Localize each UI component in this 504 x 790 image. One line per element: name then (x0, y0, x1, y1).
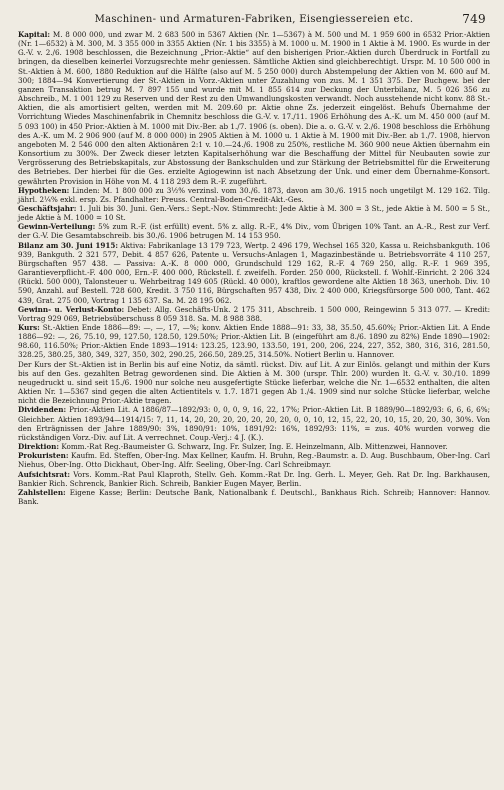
page-body (18, 30, 490, 506)
section-keyword: Geschäftsjahr: (18, 203, 77, 213)
paragraph-aufsichtsrat: Aufsichtsrat: Vors. Komm.-Rat Paul Klaproth, Stellv. Geh. Komm.-Rat Dr. Ing. Gerh. L. Meyer, Geh. Rat Dr. Ing. Barkhausen, Bankier Rich. Schrenck, Bankier Rich. Schreib, Bankier Eugen Mayer, Berlin. (18, 469, 490, 488)
paragraph-kurs-note: Der Kurs der St.-Aktien ist in Berlin bis auf eine Notiz, da sämtl. rückst. Div. auf Lit. A zur Einlös. gelangt und mithin der Kurs bis auf den Ges. gezahlten Betrag gewordenen sind. Die Aktien à M. 300 (urspr. Thlr. 200) wurden lt. G.-V. v. 30./10. 1899 neugedruckt u. sind seit 15./6. 1900 nur solche neu ausgefertigte Stücke lieferbar, welche die Nr. 1—6532 enthalten, die alten Aktien Nr. 1—5367 sind gegen die alten Actientitels v. 1.7. 1871 gegen Ab 1./4. 1909 sind nur solche Stücke lieferbar, welche nicht die Bezeichnung Prior.-Aktie tragen. (18, 359, 490, 406)
paragraph-gewinn-verlust: Gewinn- u. Verlust-Konto: Debet: Allg. Geschäfts-Unk. 2 175 311, Abschreib. 1 500 000, Reingewinn 5 313 077. — Kredit: Vortrag 929 069, Betriebsüberschuss 8 059 318. Sa. M. 8 988 388. (18, 304, 490, 323)
section-keyword: Gewinn-Verteilung: (18, 222, 96, 232)
paragraph-bilanz: Bilanz am 30. Juni 1915: Aktiva: Fabrikanlage 13 179 723, Wertp. 2 496 179, Wechsel 165 320, Kassa u. Reichsbankguth. 106 939, Bankguth. 2 321 577, Debit. 4 857 626, Patente u. Versuchs-Anlagen 1, Magazinbestände u. Betriebsvorräte 4 110 257, Bürgschaften 957 438. — Passiva: A.-K. 8 000 000, Grundschuld 129 162, R.-F. 4 769 250, allg. R.-F. 1 969 395, Garantieverpflicht.-F. 400 000, Ern.-F. 400 000, Rückstell. f. zweifelh. Forder. 250 000, Rückstell. f. Wohlf.-Einricht. 2 206 324 (Rückl. 500 000), Talonsteuer u. Wehrbeitrag 149 605 (Rückl. 40 000), kraftlos gewordene alte Aktien 18 363, unerhob. Div. 10 590, Anzahl. auf Bestell. 728 600, Kredit. 3 750 116, Bürgschaften 957 438, Div. 2 400 000, Kriegsfürsorge 500 000, Tant. 462 439, Grat. 275 000, Vortrag 1 135 637. Sa. M. 28 195 062. (18, 240, 490, 305)
section-keyword: Hypotheken: (18, 185, 70, 195)
paragraph-kurs: Kurs: St.-Aktien Ende 1886—89: —, —, 17, —%; konv. Aktien Ende 1888—91: 33, 38, 35.50, 45.60%; Prior.-Aktien Lit. A Ende 1886—92: —, 26, 75.10, 99, 127.50, 128.50, 129.50%; Prior.-Aktien Lit. B (eingeführt am 8./6. 1890 zu 82%) Ende 1890—1902: 98.60, 116.50%; Prior.-Aktien Ende 1893—1914: 123.25, 123.90, 133.50, 191, 200, 206, 224, 227, 352, 380, 316, 316, 281.50, 328.25, 380.25, 380, 349, 327, 350, 302, 290.25, 266.50, 289.25, 314.50%. Notiert Berlin u. Hannover. (18, 323, 490, 360)
paragraph-hypotheken: Hypotheken: Linden: M. 1 800 000 zu 3½% verzinsl. vom 30./6. 1873, davon am 30./6. 1915 noch ungetilgt M. 129 162. Tilg. jährl. 2¼% exkl. ersp. Zs. Pfandhalter: Preuss. Central-Boden-Credit-Akt.-Ges. (18, 185, 490, 204)
paragraph-gewinn-verteilung: Gewinn-Verteilung: 5% zum R.-F. (ist erfüllt) event. 5% z. allg. R.-F., 4% Div., vom Übrigen 10% Tant. an A.-R., Rest zur Verf. der G.-V. Die Gesamtabschreib. bis 30./6. 1906 betrugen M. 14 153 950. (18, 222, 490, 241)
paragraph-prokuristen: Prokuristen: Kaufm. Ed. Steffen, Ober-Ing. Max Kellner, Kaufm. H. Bruhn, Reg.-Baumstr. a. D. Aug. Buschbaum, Ober-Ing. Carl Niehus, Ober-Ing. Otto Dickhaut, Ober-Ing. Alfr. Seeling, Ober-Ing. Carl Schreibmayr. (18, 451, 490, 470)
section-keyword: Bilanz am 30. Juni 1915: (18, 240, 118, 250)
paragraph-geschaeftsjahr: Geschäftsjahr: 1. Juli bis 30. Juni. Gen.-Vers.: Sept.-Nov. Stimmrecht: Jede Aktie à M. 300 = 3 St., jede Aktie à M. 500 = 5 St., jede Aktie à M. 1000 = 10 St. (18, 203, 490, 223)
section-keyword: Kapital: (18, 30, 51, 39)
section-keyword: Prokuristen: (18, 451, 69, 461)
paragraph-zahlstellen: Zahlstellen: Eigene Kasse; Berlin: Deutsche Bank, Nationalbank f. Deutschl., Bankhaus Rich. Schreib; Hannover: Hannov. Bank. (18, 487, 490, 506)
section-keyword: Dividenden: (18, 405, 67, 415)
paragraph-kapital: Kapital: M. 8 000 000, und zwar M. 2 683 500 in 5367 Aktien (Nr. 1—5367) à M. 500 und M. 1 959 600 in 6532 Prior.-Aktien (Nr. 1—6532) à M. 300, M. 3 355 000 in 3355 Aktien (Nr. 1 bis 3355) à M. 1000 u. M. 1900 in 1 Aktie à M. 1900. Es wurde in der G.-V. v. 2./6. 1908 beschlossen, die Bezeichnung „Prior.-Aktie“ auf den bisherigen Prior.-Aktien durch Überdruck in Fortfall zu bringen, da dieselben keinerlei Vorzugsrechte mehr geniessen. Sämtliche Aktien sind gleichberechtigt. Urspr. M. 10 500 000 in St.-Aktien à M. 600, 1880 Reduktion auf die Hälfte (also auf M. 5 250 000) durch Abstempelung der Aktien von M. 600 auf M. 300; 1884—94 Konvertierung der St.-Aktien in Vorz.-Aktien unter Zuzahlung von zus. M. 1 351 375. Der Buchgew. bei der ganzen Transaktion betrug M. 7 897 155 und wurde mit M. 1 855 614 zur Deckung der Unterbilanz, M. 5 026 356 zu Abschreib., M. 1 001 129 zu Reserven und der Rest zu den Umwandlungskosten verwandt. Noch ausstehende nicht konv. 88 St.-Aktien, die als amortisiert gelten, werden mit M. 209.60 pr. Aktie ohne Zs. jederzeit eingelöst. Behufs Übernahme der Vorrichtung Wiedes Maschinenfabrik in Chemnitz beschloss die G.-V. v. 17./11. 1906 Erhöhung des A.-K. um M. 450 000 (auf M. 5 093 100) in 450 Prior.-Aktien à M. 1000 mit Div.-Ber. ab 1./7. 1906 (s. oben). Die a. o. G.-V. v. 2./6. 1908 beschloss die Erhöhung des A.-K. um M. 2 906 900 (auf M. 8 000 000) in 2905 Aktien à M. 1000 u. 1 Aktie à M. 1900 mit Div.-Ber. ab 1./7. 1908, hiervon angeboten M. 2 546 000 den alten Aktionären 2:1 v. 10.—24./6. 1908 zu 250%, restliche M. 360 900 neue Aktien übernahm ein Konsortium zu 300%. Der Zweck dieser letzten Kapitalserhöhung war die Beschaffung der Mittel für Neubauten sowie zur Vergrösserung des Betriebskapitals, zur Abstossung der Bankschulden und zur Stärkung der Betriebsmittel für die Erweiterung des Betriebes. Der hierbei für die Ges. erzielte Agiogewinn ist nach Absetzung der Unk. und einer dem Übernahme-Konsort. gewährten Provision in Höhe von M. 4 118 293 dem R.-F. zugeführt. (18, 30, 490, 186)
running-head (18, 12, 490, 28)
section-keyword: Gewinn- u. Verlust-Konto: (18, 304, 125, 314)
paragraph-dividenden: Dividenden: Prior.-Aktien Lit. A 1886/87—1892/93: 0, 0, 0, 9, 16, 22, 17%; Prior.-Aktien Lit. B 1889/90—1892/93: 6, 6, 6, 6%; Gleichber. Aktien 1893/94—1914/15: 7, 11, 14, 20, 20, 20, 20, 20, 20, 20, 0, 0, 10, 12, 15, 22, 20, 10, 15, 20, 20, 30, 30%. Von den Erträgnissen der Jahre 1889/90: 3%, 1890/91: 10%, 1891/92: 16%, 1892/93: 11%, = zus. 40% wurden vorweg die rückständigen Vorz.-Div. auf Lit. A verrechnet. Coup.-Verj.: 4 J. (K.). (18, 405, 490, 442)
paragraph-direktion: Direktion: Komm.-Rat Reg.-Baumeister G. Schwarz, Ing. Fr. Sulzer, Ing. E. Heinzelmann, Alb. Mittenzwei, Hannover. (18, 442, 448, 452)
running-title: Maschinen- und Armaturen-Fabriken, Eisengiessereien etc. (94, 14, 414, 25)
section-keyword: Aufsichtsrat: (18, 469, 71, 479)
section-keyword: Kurs: (18, 323, 40, 332)
section-keyword: Direktion: (18, 442, 60, 452)
section-keyword: Zahlstellen: (18, 487, 66, 497)
page-number: 749 (462, 12, 486, 26)
